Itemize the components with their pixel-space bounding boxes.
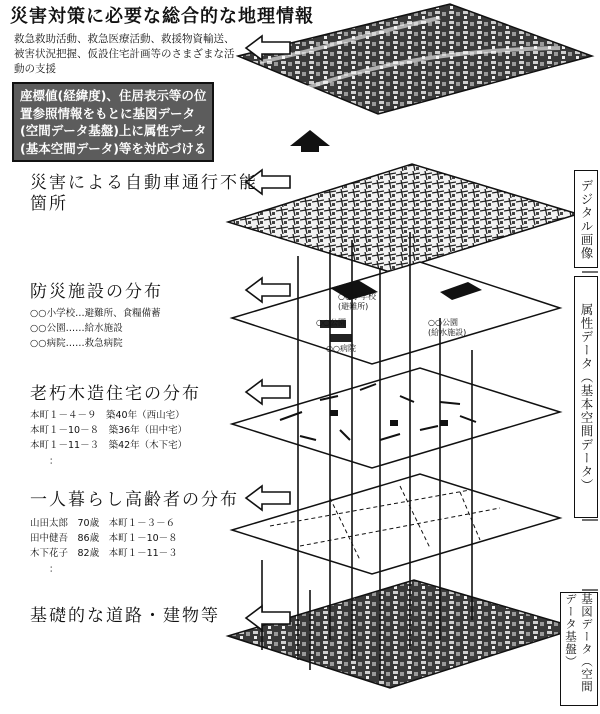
- map-label-park: ○○公園: [316, 318, 346, 327]
- layer-details-houses: 本町１－４－９ 築40年（西山宅） 本町１－10－８ 築36年（田中宅） 本町１－11－３ 築42年（木下宅） ：: [30, 410, 188, 467]
- up-arrow: [290, 130, 330, 152]
- layer-heading-houses: 老朽木造住宅の分布: [30, 384, 201, 404]
- map-label-water: ○○公園 (給水施設): [428, 318, 467, 337]
- old-houses-plane: [232, 368, 560, 468]
- layer-details-facilities: ○○小学校…避難所、食糧備蓄 ○○公園……給水施設 ○○病院……救急病院: [30, 308, 161, 350]
- layer-heading-base: 基礎的な道路・建物等: [30, 606, 220, 626]
- layer-heading-elderly: 一人暮らし高齢者の分布: [30, 490, 239, 510]
- layer-details-elderly: 山田太郎 70歳 本町１－３－６ 田中健吾 86歳 本町１－10－８ 木下花子 82歳 本町１－11－３ ：: [30, 518, 178, 575]
- map-label-hospital: ○○病院: [326, 344, 356, 353]
- base-plane: [228, 580, 578, 688]
- arrow-elderly: [246, 486, 290, 510]
- top-description: 救急救助活動、救急医療活動、救援物資輸送、 被害状況把握、仮設住宅計画等のさまざまな活 動の支援: [14, 33, 235, 76]
- map-label-school: ○○小学校 (避難所): [338, 292, 376, 311]
- layer-heading-facilities: 防災施設の分布: [30, 282, 163, 302]
- arrow-facilities: [246, 278, 290, 302]
- arrow-houses: [246, 380, 290, 404]
- correspondence-box: 座標値(経緯度)、住居表示等の位 置参照情報をもとに基図データ (空間データ基盤)上に属性データ (基本空間データ)等を対応づける: [12, 82, 214, 162]
- elderly-plane: [232, 474, 560, 574]
- side-label-digital-image: デジタル画像: [574, 170, 598, 268]
- main-title: 災害対策に必要な総合的な地理情報: [10, 6, 314, 27]
- side-label-attribute: 属性データ（基本空間データ）: [574, 276, 598, 518]
- side-label-base: 基図データ（空間データ基盤）: [560, 592, 598, 706]
- facilities-plane: [232, 262, 560, 364]
- layer-heading-traffic: 災害による自動車通行不能 箇所: [30, 173, 258, 215]
